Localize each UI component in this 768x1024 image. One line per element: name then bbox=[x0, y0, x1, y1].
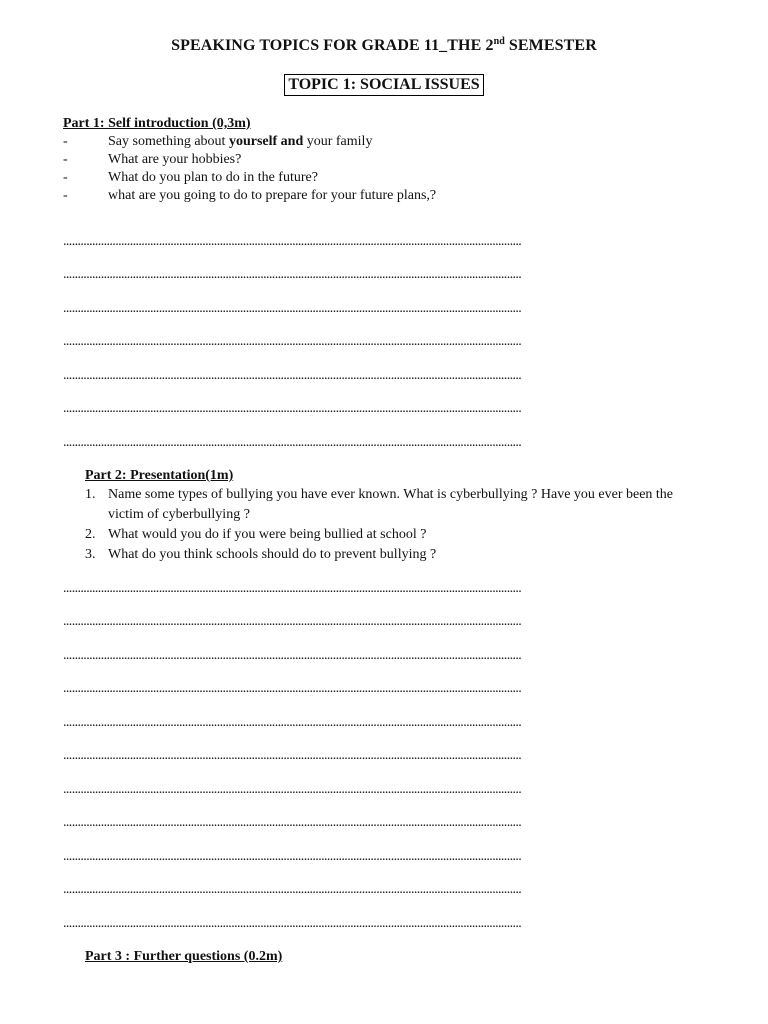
part1-question-list bbox=[63, 133, 703, 205]
question-text: What do you plan to do in the future? bbox=[108, 170, 318, 185]
item-number: 1. bbox=[85, 487, 96, 502]
topic-heading: TOPIC 1: SOCIAL ISSUES bbox=[284, 74, 483, 96]
list-item bbox=[63, 151, 703, 169]
answer-line[interactable]: .............................................................................................................................................................. bbox=[63, 748, 522, 763]
answer-line[interactable]: .............................................................................................................................................................. bbox=[63, 815, 522, 830]
list-item bbox=[63, 187, 703, 205]
part3-heading: Part 3 : Further questions (0.2m) bbox=[85, 949, 283, 964]
answer-line[interactable]: .............................................................................................................................................................. bbox=[63, 581, 522, 596]
answer-line[interactable]: .............................................................................................................................................................. bbox=[63, 234, 522, 249]
answer-line[interactable]: .............................................................................................................................................................. bbox=[63, 782, 522, 797]
list-item bbox=[63, 133, 703, 151]
question-text: Say something about yourself and your family bbox=[108, 134, 373, 149]
answer-line[interactable]: .............................................................................................................................................................. bbox=[63, 648, 522, 663]
part2-heading: Part 2: Presentation(1m) bbox=[85, 468, 234, 483]
answer-line[interactable]: .............................................................................................................................................................. bbox=[63, 435, 522, 450]
bullet-dash: - bbox=[63, 134, 68, 149]
answer-line[interactable]: .............................................................................................................................................................. bbox=[63, 614, 522, 629]
answer-line[interactable]: .............................................................................................................................................................. bbox=[63, 882, 522, 897]
bullet-dash: - bbox=[63, 152, 68, 167]
title-tail: SEMESTER bbox=[508, 37, 597, 54]
bullet-dash: - bbox=[63, 170, 68, 185]
question-text: Name some types of bullying you have ever known. What is cyberbullying ? Have you ever been the victim of cyberbullying ? bbox=[108, 487, 674, 522]
list-item bbox=[85, 525, 705, 545]
list-item bbox=[85, 485, 705, 525]
question-text: what are you going to do to prepare for your future plans,? bbox=[108, 188, 437, 203]
part1-heading: Part 1: Self introduction (0,3m) bbox=[63, 116, 251, 131]
item-number: 2. bbox=[85, 527, 96, 542]
bullet-dash: - bbox=[63, 188, 68, 203]
item-number: 3. bbox=[85, 547, 96, 562]
answer-line[interactable]: .............................................................................................................................................................. bbox=[63, 368, 522, 383]
title-text: SPEAKING TOPICS FOR GRADE 11_THE 2 bbox=[171, 37, 494, 54]
question-text: What would you do if you were being bullied at school ? bbox=[108, 527, 427, 542]
list-item bbox=[85, 545, 705, 565]
answer-line[interactable]: .............................................................................................................................................................. bbox=[63, 301, 522, 316]
list-item bbox=[63, 169, 703, 187]
answer-line[interactable]: .............................................................................................................................................................. bbox=[63, 681, 522, 696]
answer-line[interactable]: .............................................................................................................................................................. bbox=[63, 334, 522, 349]
part2-question-list bbox=[85, 485, 705, 565]
answer-line[interactable]: .............................................................................................................................................................. bbox=[63, 715, 522, 730]
title-superscript: nd bbox=[493, 36, 505, 47]
answer-line[interactable]: .............................................................................................................................................................. bbox=[63, 916, 522, 931]
question-text: What do you think schools should do to prevent bullying ? bbox=[108, 547, 437, 562]
question-text: What are your hobbies? bbox=[108, 152, 242, 167]
answer-line[interactable]: .............................................................................................................................................................. bbox=[63, 401, 522, 416]
answer-line[interactable]: .............................................................................................................................................................. bbox=[63, 267, 522, 282]
answer-line[interactable]: .............................................................................................................................................................. bbox=[63, 849, 522, 864]
document-title bbox=[0, 36, 768, 55]
